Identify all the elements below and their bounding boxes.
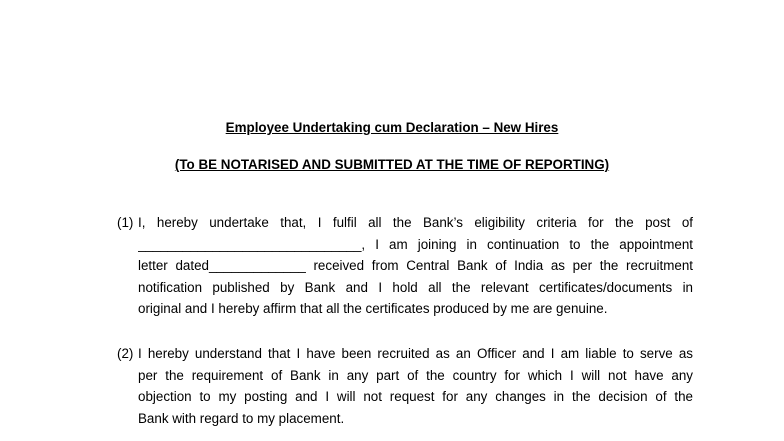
clause-line: I hereby understand that I have been recruited as an Officer and I am liable to serve as (138, 346, 693, 361)
clause-line: notification published by Bank and I hold all the relevant certificates/documents in (138, 279, 693, 295)
document-subtitle: (To BE NOTARISED AND SUBMITTED AT THE TIME OF REPORTING) (174, 157, 610, 172)
clause-text (138, 343, 693, 429)
clause-number: (2) (117, 346, 134, 361)
clause-line: I, hereby undertake that, I fulfil all the Bank’s eligibility criteria for the post of (138, 215, 693, 230)
document-title: Employee Undertaking cum Declaration – New Hires (225, 120, 559, 135)
clause-line: ______________________________, I am joining in continuation to the appointment (138, 236, 693, 252)
clause-line: original and I hereby affirm that all the certificates produced by me are genuine. (138, 301, 608, 317)
clause-line: Bank with regard to my placement. (138, 410, 345, 426)
clause-line: letter dated_____________ received from Central Bank of India as per the recruitment (138, 258, 693, 274)
clause-line: per the requirement of Bank in any part of the country for which I will not have any (138, 367, 693, 383)
clause-line: objection to my posting and I will not request for any changes in the decision of the (138, 389, 693, 405)
clause-text (138, 212, 693, 320)
clause-number: (1) (117, 215, 134, 230)
